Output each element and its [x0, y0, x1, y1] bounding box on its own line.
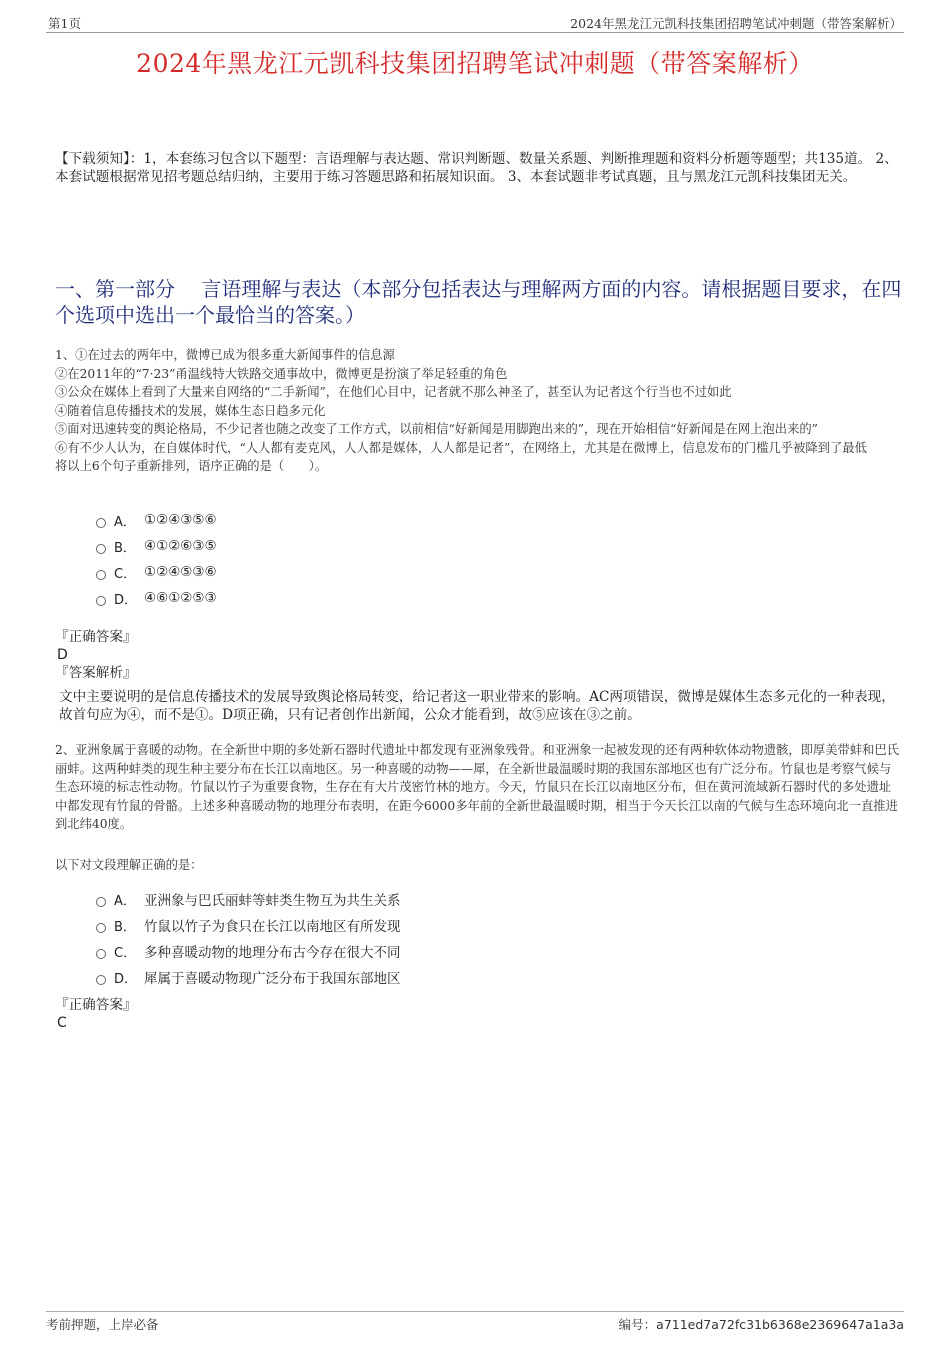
- radio-icon[interactable]: [96, 570, 106, 580]
- answer-value: C: [57, 1015, 67, 1031]
- radio-icon[interactable]: [96, 975, 106, 985]
- footer-serial: 编号：a711ed7a72fc31b6368e2369647a1a3a: [618, 1317, 904, 1332]
- option-c[interactable]: [96, 559, 217, 585]
- page-number: 第1页: [48, 16, 81, 31]
- option-d[interactable]: [96, 585, 217, 611]
- option-b[interactable]: [96, 912, 401, 938]
- document-title: 2024年黑龙江元凯科技集团招聘笔试冲刺题（带答案解析）: [136, 49, 814, 78]
- option-d[interactable]: [96, 964, 401, 990]
- radio-icon[interactable]: [96, 923, 106, 933]
- radio-icon[interactable]: [96, 518, 106, 528]
- stem-line: ③公众在媒体上看到了大量来自网络的“二手新闻”，在他们心目中，记者就不那么神圣了，甚至认为记者这个行当也不过如此: [55, 385, 732, 399]
- page-footer: [46, 1311, 904, 1334]
- option-key: B．: [114, 540, 136, 556]
- option-text: 犀属于喜暖动物现广泛分布于我国东部地区: [144, 971, 401, 987]
- answer-label: 『正确答案』: [55, 997, 137, 1013]
- question-1-explanation: 文中主要说明的是信息传播技术的发展导致舆论格局转变，给记者这一职业带来的影响。AC两项错误，微博是媒体生态多元化的一种表现，故首句应为④，而不是①。D项正确，只有记者创作出新闻，公众才能看到，故⑤应该在③之前。: [59, 689, 895, 723]
- footer-slogan: 考前押题，上岸必备: [46, 1317, 159, 1332]
- download-notice: 【下载须知】：1，本套练习包含以下题型：言语理解与表达题、常识判断题、数量关系题、判断推理题和资料分析题等题型；共135道。 2、本套试题根据常见招考题总结归纳，主要用于练习答题思路和拓展知识面。 3、本套试题非考试真题，且与黑龙江元凯科技集团无关。: [55, 151, 898, 185]
- option-text: 多种喜暖动物的地理分布古今存在很大不同: [144, 945, 401, 961]
- header-doc-title: 2024年黑龙江元凯科技集团招聘笔试冲刺题（带答案解析）: [570, 16, 902, 31]
- stem-line: 1、①在过去的两年中，微博已成为很多重大新闻事件的信息源: [55, 348, 395, 362]
- section-title: 一、第一部分 言语理解与表达（本部分包括表达与理解两方面的内容。请根据题目要求，在四个选项中选出一个最恰当的答案。）: [55, 277, 902, 327]
- stem-line: 将以上6个句子重新排列，语序正确的是（ ）。: [55, 459, 328, 473]
- question-2-options: [96, 886, 401, 990]
- option-text: ①②④③⑤⑥: [144, 512, 217, 528]
- question-1-answer: [55, 628, 137, 682]
- option-key: D．: [114, 592, 138, 608]
- option-key: A．: [114, 893, 136, 909]
- radio-icon[interactable]: [96, 949, 106, 959]
- radio-icon[interactable]: [96, 897, 106, 907]
- option-text: 竹鼠以竹子为食只在长江以南地区有所发现: [144, 919, 401, 935]
- radio-icon[interactable]: [96, 544, 106, 554]
- option-key: C．: [114, 566, 137, 582]
- question-2-answer: [55, 996, 137, 1032]
- question-2-prompt: [55, 856, 903, 875]
- option-b[interactable]: [96, 533, 217, 559]
- question-2-stem: [55, 741, 903, 834]
- option-text: 亚洲象与巴氏丽蚌等蚌类生物互为共生关系: [144, 893, 401, 909]
- stem-paragraph: 2、亚洲象属于喜暖的动物。在全新世中期的多处新石器时代遗址中都发现有亚洲象残骨。和亚洲象一起被发现的还有两种软体动物遗骸，即厚美带蚌和巴氏丽蚌。这两种蚌类的现生种主要分布在长江以南地区。另一种喜暖的动物——犀，在全新世最温暖时期的我国东部地区也有广泛分布。竹鼠也是考察气候与生态环境的标志性动物。竹鼠以竹子为重要食物，生存在有大片茂密竹林的地方。今天，竹鼠只在长江以南地区分布，但在黄河流域新石器时代的多处遗址中都发现有竹鼠的骨骼。上述多种喜暖动物的地理分布表明，在距今6000多年前的全新世最温暖时期，相当于今天长江以南的气候与生态环境向北一直推进到北纬40度。: [55, 743, 900, 831]
- option-text: ④①②⑥③⑤: [144, 538, 217, 554]
- question-1-options: [96, 507, 217, 611]
- page-header: [46, 14, 904, 33]
- option-text: ①②④⑤③⑥: [144, 564, 217, 580]
- option-key: D．: [114, 971, 138, 987]
- option-c[interactable]: [96, 938, 401, 964]
- stem-line: ②在2011年的“7·23”甬温线特大铁路交通事故中，微博更是扮演了举足轻重的角色: [55, 366, 508, 381]
- prompt-line: 以下对文段理解正确的是：: [55, 858, 203, 872]
- radio-icon[interactable]: [96, 596, 106, 606]
- option-key: B．: [114, 919, 136, 935]
- option-key: A．: [114, 514, 136, 530]
- question-1-stem: [55, 346, 903, 476]
- stem-line: ④随着信息传播技术的发展，媒体生态日趋多元化: [55, 403, 326, 418]
- answer-value: D: [57, 647, 68, 663]
- option-text: ④⑥①②⑤③: [144, 590, 217, 606]
- stem-line: ⑤面对迅速转变的舆论格局，不少记者也随之改变了工作方式，以前相信“好新闻是用脚跑出来的”，现在开始相信“好新闻是在网上泡出来的”: [55, 422, 818, 436]
- option-a[interactable]: [96, 507, 217, 533]
- answer-label: 『正确答案』: [55, 629, 137, 645]
- explain-label: 『答案解析』: [55, 665, 137, 681]
- option-key: C．: [114, 945, 137, 961]
- stem-line: ⑥有不少人认为，在自媒体时代，“人人都有麦克风，人人都是媒体，人人都是记者”，在网络上，尤其是在微博上，信息发布的门槛几乎被降到了最低: [55, 440, 867, 455]
- option-a[interactable]: [96, 886, 401, 912]
